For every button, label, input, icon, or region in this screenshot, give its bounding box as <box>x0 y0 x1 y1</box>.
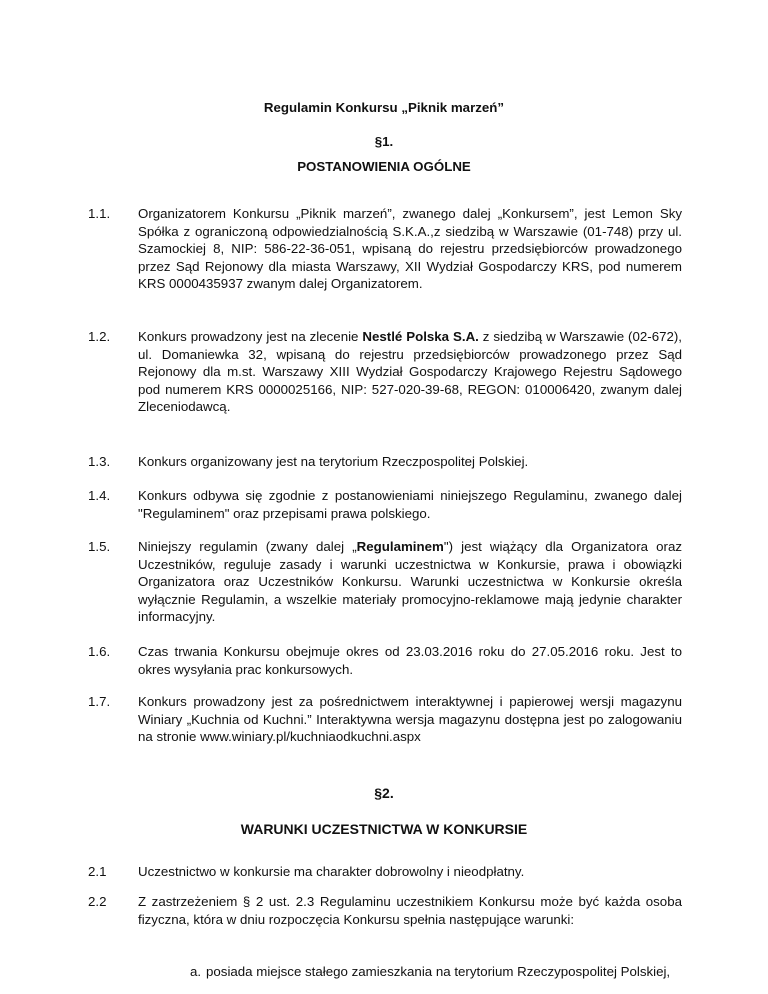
clause-number: 1.3. <box>88 454 111 469</box>
clause-text: Czas trwania Konkursu obejmuje okres od 23.03.2016 roku do 27.05.2016 roku. Jest to okres wysyłania prac konkursowych. <box>138 644 682 677</box>
sub-item-a <box>190 963 680 981</box>
section-2-heading: WARUNKI UCZESTNICTWA W KONKURSIE <box>240 821 528 837</box>
section-1-mark: §1. <box>374 134 394 149</box>
clause-text: Z zastrzeżeniem § 2 ust. 2.3 Regulaminu uczestnikiem Konkursu może być każda osoba fizyczna, która w dniu rozpoczęcia Konkursu spełnia następujące warunki: <box>138 894 682 927</box>
sub-item-text: posiada miejsce stałego zamieszkania na terytorium Rzeczypospolitej Polskiej, <box>206 964 671 979</box>
clause-number: 1.6. <box>88 644 111 659</box>
clause-text: Uczestnictwo w konkursie ma charakter dobrowolny i nieodpłatny. <box>138 864 525 879</box>
regulation-term: Regulaminem <box>356 539 444 554</box>
clause-number: 1.1. <box>88 206 111 221</box>
clause-text: Organizatorem Konkursu „Piknik marzeń”, zwanego dalej „Konkursem”, jest Lemon Sky Spółka z ograniczoną odpowiedzialnością S.K.A.,z siedzibą w Warszawie (01-748) przy ul. Szamockiej 8, NIP: 586-22-36-051, wpisaną do rejestru przedsiębiorców prowadzonego przez Sąd Rejonowy dla miasta Warszawy, XII Wydział Gospodarczy KRS, pod numerem KRS 0000435937 zwanym dalej Organizatorem. <box>138 206 682 291</box>
clause-text: Konkurs prowadzony jest na zlecenie Nestlé Polska S.A. z siedzibą w Warszawie (02-672), ul. Domaniewka 32, wpisaną do rejestru przedsiębiorców prowadzonego przez Sąd Rejonowy dla m.st. Warszawy XIII Wydział Gospodarczy Krajowego Rejestru Sądowego pod numerem KRS 0000025166, NIP: 527-020-39-68, REGON: 010006420, zwanym dalej Zleceniodawcą. <box>138 329 683 414</box>
clause-text: Niniejszy regulamin (zwany dalej „Regulaminem") jest wiążący dla Organizatora oraz Uczestników, reguluje zasady i warunki uczestnictwa w Konkursie, prawa i obowiązki Organizatora oraz Uczestników Konkursu. Warunki uczestnictwa w Konkursie określa wyłącznie Regulamin, a wszelkie materiały promocyjno-reklamowe mają jedynie charakter informacyjny. <box>138 539 682 624</box>
clause-number: 1.5. <box>88 539 111 554</box>
clause-number: 2.1 <box>88 864 107 879</box>
company-name: Nestlé Polska S.A. <box>362 329 479 344</box>
clause-number: 1.2. <box>88 329 111 344</box>
section-2-mark: §2. <box>374 785 394 801</box>
sub-item-letter: a. <box>190 964 202 979</box>
clause-number: 1.7. <box>88 694 111 709</box>
clause-text: Konkurs odbywa się zgodnie z postanowieniami niniejszego Regulaminu, zwanego dalej "Regulaminem" oraz przepisami prawa polskiego. <box>138 488 682 521</box>
clause-number: 1.4. <box>88 488 111 503</box>
clause-number: 2.2 <box>88 894 107 909</box>
document-title: Regulamin Konkursu „Piknik marzeń” <box>263 100 505 115</box>
section-1-heading: POSTANOWIENIA OGÓLNE <box>297 159 471 174</box>
clause-text: Konkurs prowadzony jest za pośrednictwem interaktywnej i papierowej wersji magazynu Winiary „Kuchnia od Kuchni.” Interaktywna wersja magazynu dostępna jest po zalogowaniu na stronie www.winiary.pl/kuchniaodkuchni.aspx <box>138 694 682 744</box>
clause-text: Konkurs organizowany jest na terytorium Rzeczpospolitej Polskiej. <box>138 454 529 469</box>
